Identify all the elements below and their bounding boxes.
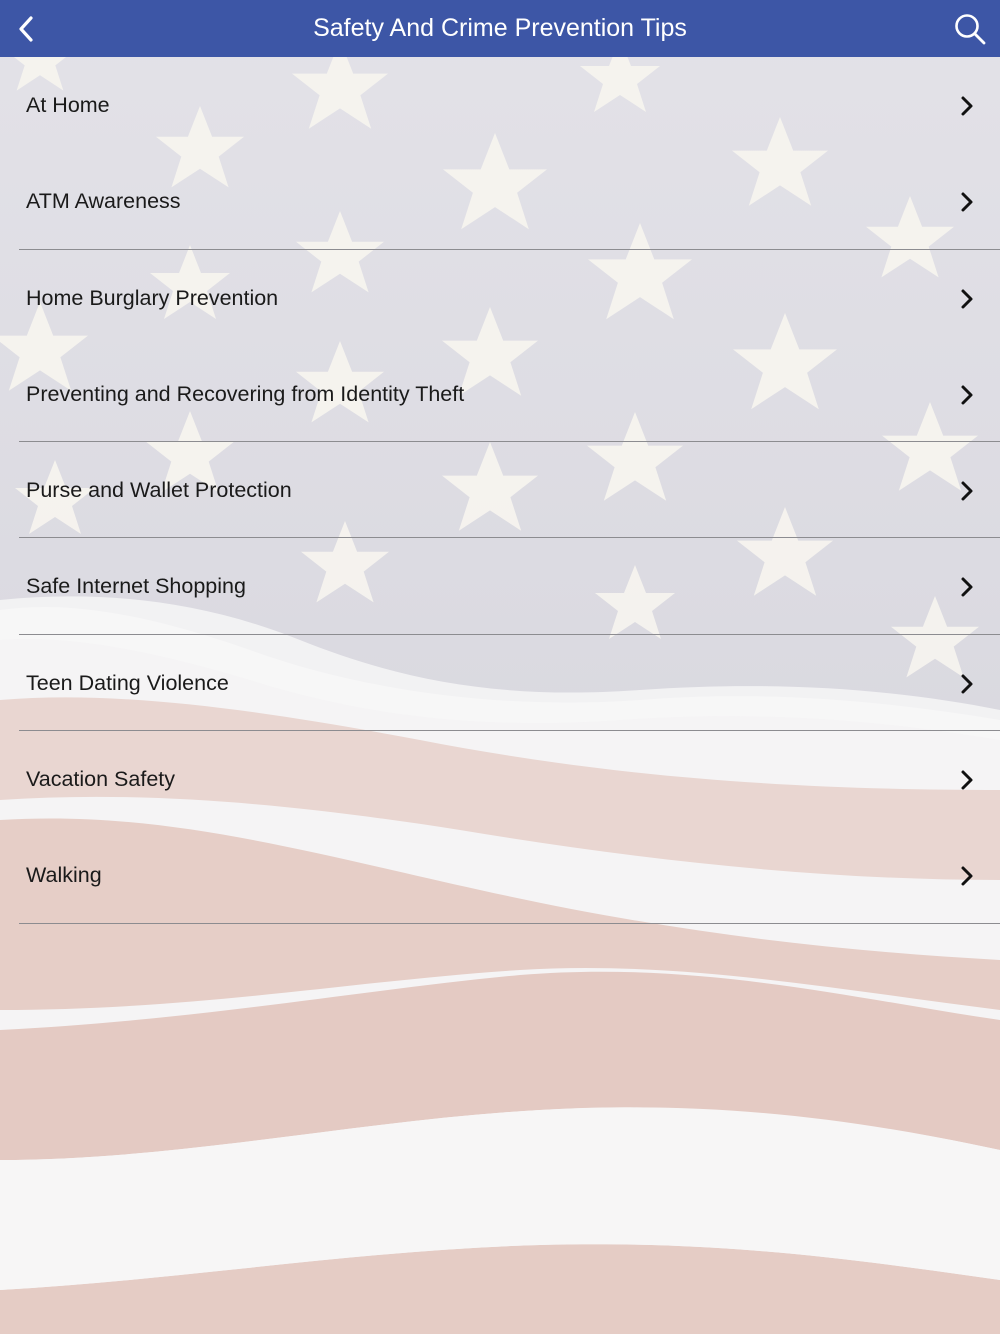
- list-item-label: At Home: [26, 93, 110, 117]
- list-item-atm-awareness[interactable]: [0, 153, 1000, 249]
- list-item-label: Vacation Safety: [26, 767, 175, 792]
- chevron-right-icon: [960, 576, 974, 598]
- list-item-walking[interactable]: [0, 827, 1000, 923]
- list-item-vacation-safety[interactable]: [0, 731, 1000, 827]
- list-item-teen-dating-violence[interactable]: [0, 635, 1000, 731]
- chevron-right-icon: [960, 769, 974, 791]
- list-item-purse-wallet-protection[interactable]: [0, 442, 1000, 538]
- list-divider: [19, 923, 1000, 924]
- chevron-right-icon: [960, 288, 974, 310]
- chevron-right-icon: [960, 480, 974, 502]
- list-item-at-home[interactable]: [0, 57, 1000, 153]
- list-item-identity-theft[interactable]: [0, 346, 1000, 442]
- chevron-right-icon: [960, 191, 974, 213]
- back-button[interactable]: [16, 0, 68, 57]
- list-item-label: Walking: [26, 863, 102, 888]
- chevron-right-icon: [960, 95, 974, 117]
- list-item-label: Purse and Wallet Protection: [26, 478, 292, 503]
- list-item-label: Preventing and Recovering from Identity Theft: [26, 381, 465, 406]
- search-icon: [954, 13, 986, 45]
- chevron-right-icon: [960, 673, 974, 695]
- search-button[interactable]: [934, 0, 986, 57]
- list-item-label: ATM Awareness: [26, 189, 181, 214]
- page-title: Safety And Crime Prevention Tips: [313, 14, 687, 42]
- list-item-label: Teen Dating Violence: [26, 670, 229, 695]
- tips-list: [0, 57, 1000, 924]
- list-item-label: Safe Internet Shopping: [26, 574, 246, 599]
- chevron-right-icon: [960, 865, 974, 887]
- chevron-left-icon: [16, 15, 36, 43]
- nav-bar: [0, 0, 1000, 57]
- list-item-safe-internet-shopping[interactable]: [0, 538, 1000, 634]
- list-item-home-burglary-prevention[interactable]: [0, 250, 1000, 346]
- chevron-right-icon: [960, 384, 974, 406]
- list-item-label: Home Burglary Prevention: [26, 285, 279, 310]
